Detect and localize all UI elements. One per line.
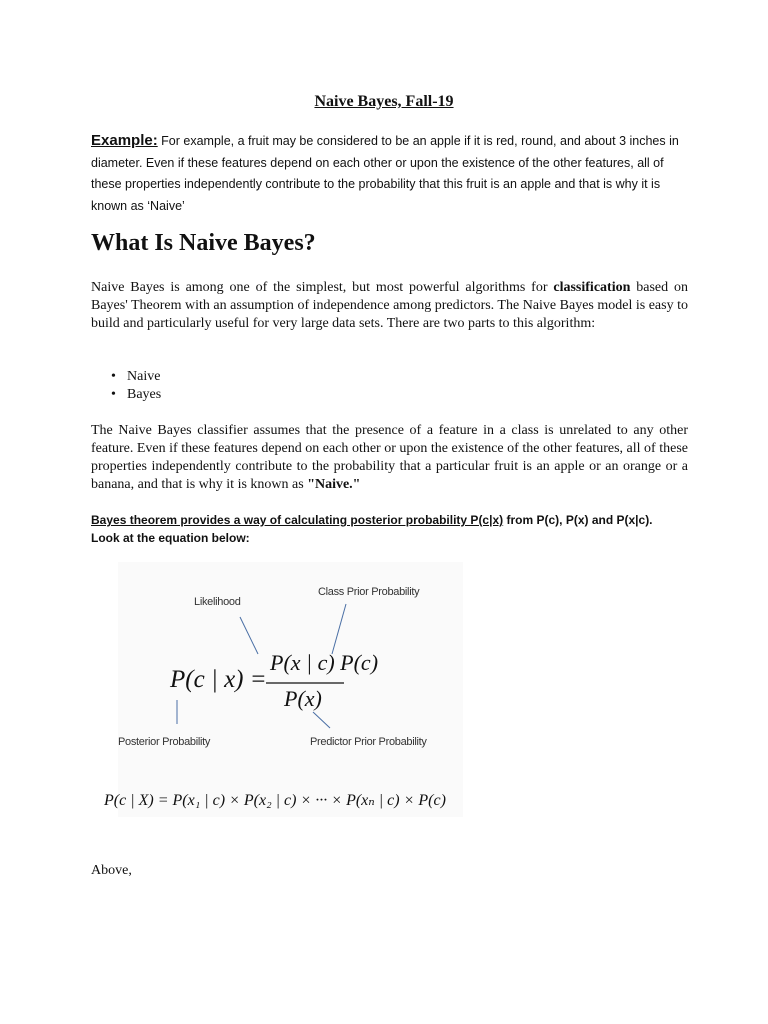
example-label: Example: <box>91 132 158 149</box>
bayes-equation-figure <box>104 562 463 817</box>
intro-bold-term: classification <box>553 280 631 295</box>
list-item-label: Bayes <box>127 387 162 402</box>
theorem-note <box>91 511 691 547</box>
page-title: Naive Bayes, Fall-19 <box>314 93 454 110</box>
classifier-bold-term: "Naive." <box>307 477 361 492</box>
bullet-icon: • <box>111 369 116 384</box>
equation-denominator: P(x) <box>284 686 322 711</box>
example-paragraph <box>91 130 691 217</box>
bullet-icon: • <box>111 387 116 402</box>
list-item <box>91 386 161 404</box>
example-text: For example, a fruit may be considered to be an apple if it is red, round, and about 3 inches in diameter. Even if these features depend on each other or upon the existence of the other features, all of these properties independently contribute to the probability that this fruit is an apple and that is why it is known as ‘Naive’ <box>91 134 679 213</box>
theorem-rest: from P(c), P(x) and P(x|c). <box>503 513 653 527</box>
theorem-line2: Look at the equation below: <box>91 531 250 545</box>
theorem-underlined: Bayes theorem provides a way of calculating posterior probability P(c|x) <box>91 513 504 527</box>
above-text: Above, <box>91 863 132 878</box>
likelihood-arrow <box>240 617 258 654</box>
classifier-paragraph <box>91 422 688 494</box>
intro-paragraph <box>91 279 688 333</box>
product-formula: P(c | X) = P(x₁ | c) × P(x₂ | c) × ··· × P(xₙ | c) × P(c) <box>104 792 446 809</box>
classifier-text: The Naive Bayes classifier assumes that the presence of a feature in a class is unrelated to any other feature. Even if these features depend on each other or upon the existence of the other features, all of these properties independently contribute to the probability that a particular fruit is an apple or an orange or a banana, and that is why it is known as <box>91 423 688 492</box>
likelihood-label: Likelihood <box>194 596 241 608</box>
parts-list <box>91 368 161 404</box>
predictor-prior-arrow <box>313 712 330 728</box>
section-heading: What Is Naive Bayes? <box>91 230 316 256</box>
list-item-label: Naive <box>127 369 161 384</box>
intro-text-after: based on Bayes' Theorem with an assumption of independence among predictors. The Naive Bayes model is easy to build and particularly useful for very large data sets. There are two parts to this algorithm: <box>91 280 688 331</box>
list-item <box>91 368 161 386</box>
class-prior-arrow <box>332 604 346 654</box>
equation-numerator: P(x | c) P(c) <box>270 650 379 675</box>
class-prior-label: Class Prior Probability <box>318 586 420 598</box>
predictor-prior-label: Predictor Prior Probability <box>310 736 427 748</box>
intro-text-before: Naive Bayes is among one of the simplest, but most powerful algorithms for <box>91 280 554 295</box>
posterior-label: Posterior Probability <box>118 736 211 748</box>
equation-lhs: P(c | x) = <box>170 666 267 693</box>
